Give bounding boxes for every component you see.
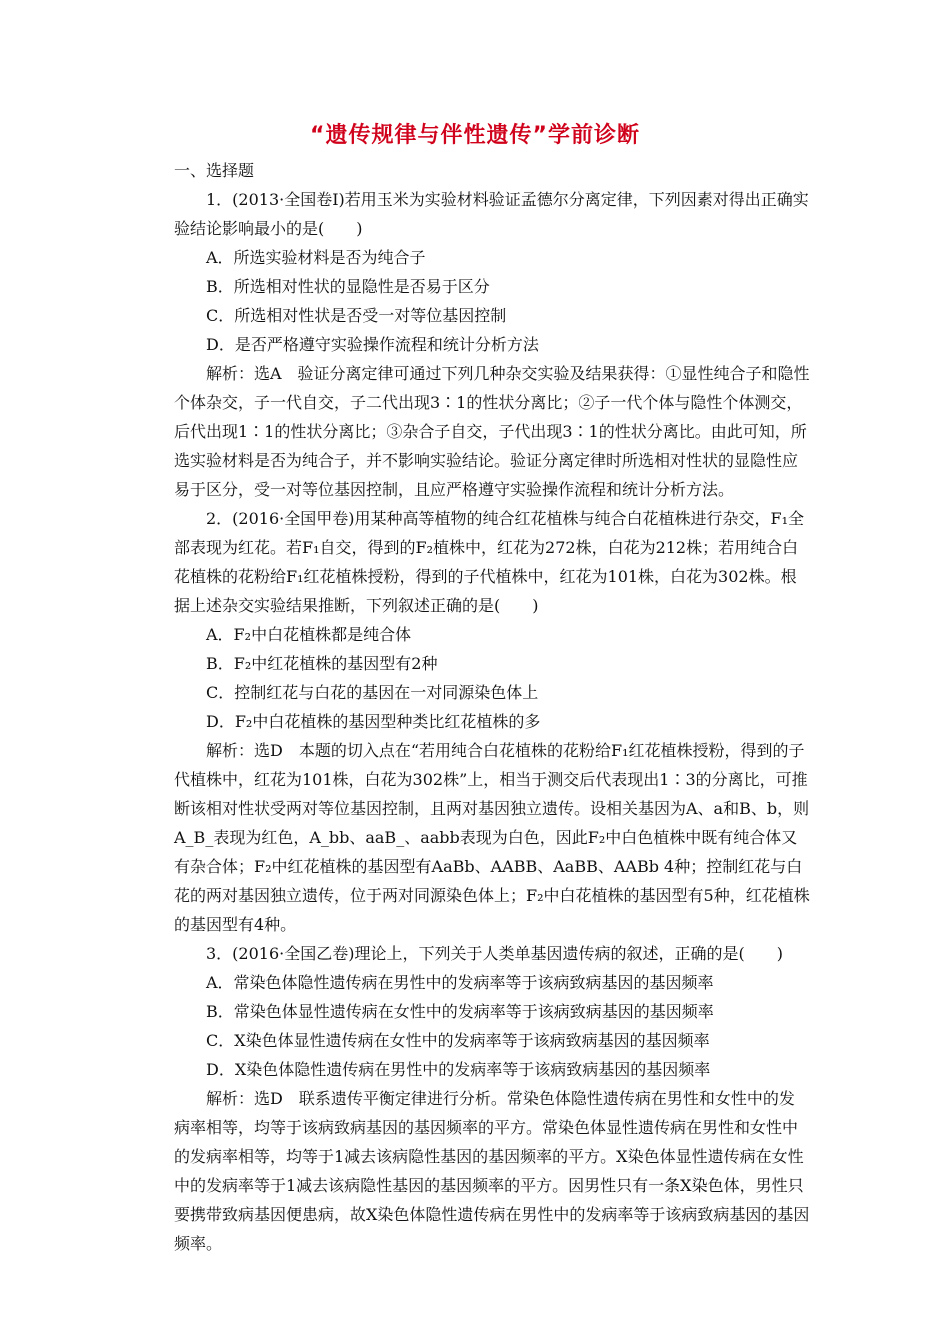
question-1 — [174, 185, 810, 504]
option-c: C．所选相对性状是否受一对等位基因控制 — [206, 306, 507, 325]
option-a: A．所选实验材料是否为纯合子 — [206, 248, 426, 267]
option-a: A．F₂中白花植株都是纯合体 — [206, 625, 412, 644]
option-b: B．常染色体显性遗传病在女性中的发病率等于该病致病基因的基因频率 — [206, 1002, 714, 1021]
analysis-text: 解析：选A 验证分离定律可通过下列几种杂交实验及结果获得：①显性纯合子和隐性个体杂交，子一代自交，子二代出现3∶1的性状分离比；②子一代个体与隐性个体测交，后代出现1∶1的性状分离比；③杂合子自交，子代出现3∶1的性状分离比。由此可知，所选实验材料是否为纯合子，并不影响实验结论。验证分离定律时所选相对性状的显隐性应易于区分，受一对等位基因控制，且应严格遵守实验操作流程和统计分析方法。 — [174, 364, 810, 499]
option-b: B．所选相对性状的显隐性是否易于区分 — [206, 277, 490, 296]
analysis-text: 解析：选D 本题的切入点在“若用纯合白花植株的花粉给F₁红花植株授粉，得到的子代植株中，红花为101株，白花为302株”上，相当于测交后代表现出1∶3的分离比，可推断该相对性状受两对等位基因控制，且两对基因独立遗传。设相关基因为A、a和B、b，则A_B_表现为红色，A_bb、aaB_、aabb表现为白色，因此F₂中白色植株中既有纯合体又有杂合体；F₂中红花植株的基因型有AaBb、AABB、AaBB、AABb 4种；控制红花与白花的两对基因独立遗传，位于两对同源染色体上；F₂中白花植株的基因型有5种，红花植株的基因型有4种。 — [174, 741, 810, 934]
option-d: D．是否严格遵守实验操作流程和统计分析方法 — [206, 335, 539, 354]
document-body — [174, 156, 810, 1258]
section-heading: 一、选择题 — [174, 161, 255, 180]
question-stem: 3．(2016·全国乙卷)理论上，下列关于人类单基因遗传病的叙述，正确的是( ) — [206, 944, 783, 963]
option-d: D．X染色体隐性遗传病在男性中的发病率等于该病致病基因的基因频率 — [206, 1060, 711, 1079]
question-stem: 1．(2013·全国卷Ⅰ)若用玉米为实验材料验证孟德尔分离定律，下列因素对得出正确实验结论影响最小的是( ) — [174, 190, 809, 238]
question-3 — [174, 939, 810, 1258]
option-d: D．F₂中白花植株的基因型种类比红花植株的多 — [206, 712, 541, 731]
page-title: “遗传规律与伴性遗传”学前诊断 — [310, 123, 640, 148]
question-2 — [174, 504, 810, 939]
option-c: C．控制红花与白花的基因在一对同源染色体上 — [206, 683, 539, 702]
question-stem: 2．(2016·全国甲卷)用某种高等植物的纯合红花植株与纯合白花植株进行杂交，F₁全部表现为红花。若F₁自交，得到的F₂植株中，红花为272株，白花为212株；若用纯合白花植株的花粉给F₁红花植株授粉，得到的子代植株中，红花为101株，白花为302株。根据上述杂交实验结果推断，下列叙述正确的是( ) — [174, 509, 804, 615]
analysis-text: 解析：选D 联系遗传平衡定律进行分析。常染色体隐性遗传病在男性和女性中的发病率相等，均等于该病致病基因的基因频率的平方。常染色体显性遗传病在男性和女性中的发病率相等，均等于1减去该病隐性基因的基因频率的平方。X染色体显性遗传病在女性中的发病率等于1减去该病隐性基因的基因频率的平方。因男性只有一条X染色体，男性只要携带致病基因便患病，故X染色体隐性遗传病在男性中的发病率等于该病致病基因的基因频率。 — [174, 1089, 810, 1253]
option-a: A．常染色体隐性遗传病在男性中的发病率等于该病致病基因的基因频率 — [206, 973, 714, 992]
option-b: B．F₂中红花植株的基因型有2种 — [206, 654, 438, 673]
option-c: C．X染色体显性遗传病在女性中的发病率等于该病致病基因的基因频率 — [206, 1031, 710, 1050]
